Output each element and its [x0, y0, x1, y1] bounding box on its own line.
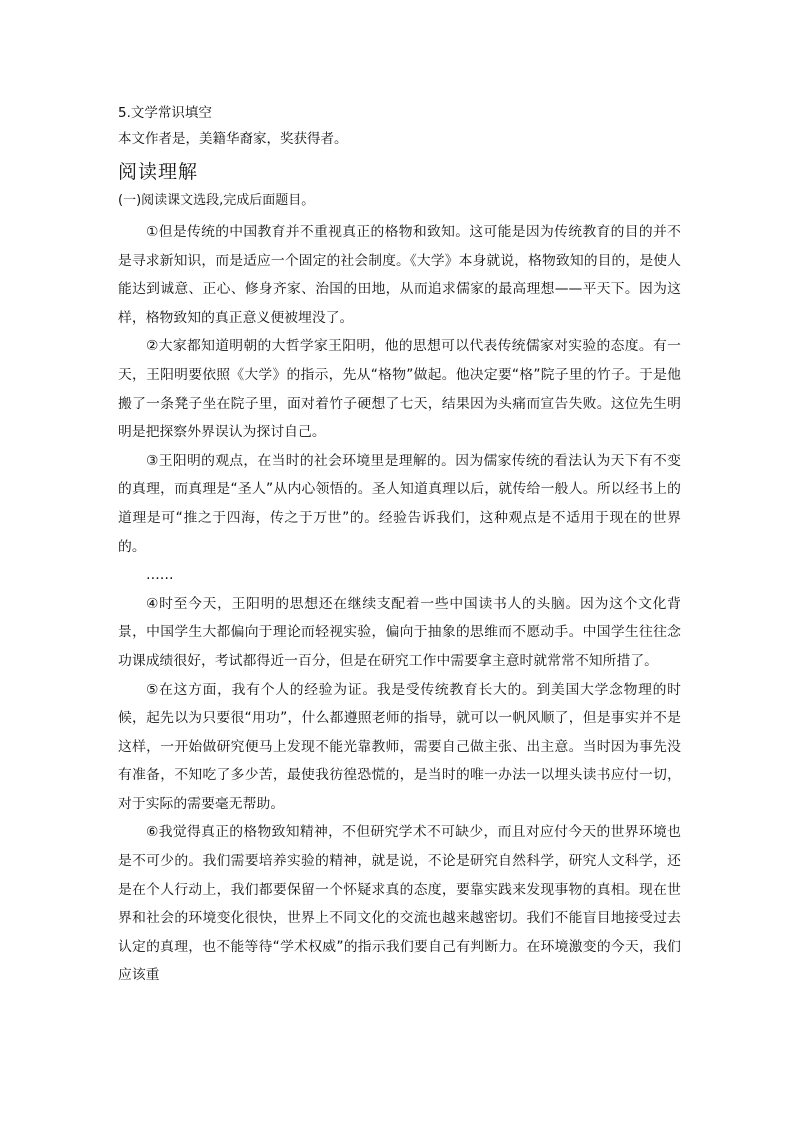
paragraph-5: ⑤在这方面，我有个人的经验为证。我是受传统教育长大的。到美国大学念物理的时候，起先以为只要很“用功”，什么都遵照老师的指导，就可以一帆风顺了，但是事实并不是这样，一开始做研究便马上发现不能光靠教师，需要自己做主张、出主意。当时因为事先没有准备，不知吃了多少苦，最使我彷徨恐慌的，是当时的唯一办法一以埋头读书应付一切，对于实际的需要毫无帮助。	[118, 681, 681, 812]
fill-in-question-text: 本文作者是，美籍华裔家，奖获得者。	[118, 131, 348, 147]
reading-instruction: (一)阅读课文选段,完成后面题目。	[118, 193, 315, 208]
document-content	[118, 102, 681, 990]
paragraph-1: ①但是传统的中国教育并不重视真正的格物和致知。这可能是因为传统教育的目的并不是寻求新知识，而是适应一个固定的社会制度。《大学》本身就说，格物致知的目的，是使人能达到诚意、正心、修身齐家、治国的田地，从而追求儒家的最高理想——平天下。因为这样，格物致知的真正意义便被埋没了。	[118, 224, 681, 326]
ellipsis-omission: ……	[146, 567, 174, 584]
paragraph-4: ④时至今天，王阳明的思想还在继续支配着一些中国读书人的头脑。因为这个文化背景，中国学生大都偏向于理论而轻视实验，偏向于抽象的思维而不愿动手。中国学生往往念功课成绩很好，考试都得近一百分，但是在研究工作中需要拿主意时就常常不知所措了。	[118, 595, 681, 669]
paragraph-2: ②大家都知道明朝的大哲学家王阳明，他的思想可以代表传统儒家对实验的态度。有一天，王阳明要依照《大学》的指示，先从“格物”做起。他决定要“格”院子里的竹子。于是他搬了一条凳子坐在院子里，面对着竹子硬想了七天，结果因为头痛而宣告失败。这位先生明明是把探察外界误认为探讨自己。	[118, 338, 681, 441]
reading-section-heading: 阅读理解	[118, 161, 199, 183]
paragraph-6: ⑥我觉得真正的格物致知精神，不但研究学术不可缺少，而且对应付今天的世界环境也是不可少的。我们需要培养实验的精神，就是说，不论是研究自然科学，研究人文科学，还是在个人行动上，我们都要保留一个怀疑求真的态度，要靠实践来发现事物的真相。现在世界和社会的环境变化很快，世界上不同文化的交流也越来越密切。我们不能盲目地接受过去认定的真理，也不能等待“学术权威”的指示我们要自己有判断力。在环境激变的今天，我们应该重	[118, 824, 681, 984]
paragraph-3: ③王阳明的观点，在当时的社会环境里是理解的。因为儒家传统的看法认为天下有不变的真理，而真理是“圣人”从内心领悟的。圣人知道真理以后，就传给一般人。所以经书上的道理是可“推之于四海，传之于万世”的。经验告诉我们，这种观点是不适用于现在的世界的。	[118, 452, 681, 555]
fill-in-question-title: 5.文学常识填空	[118, 105, 212, 121]
